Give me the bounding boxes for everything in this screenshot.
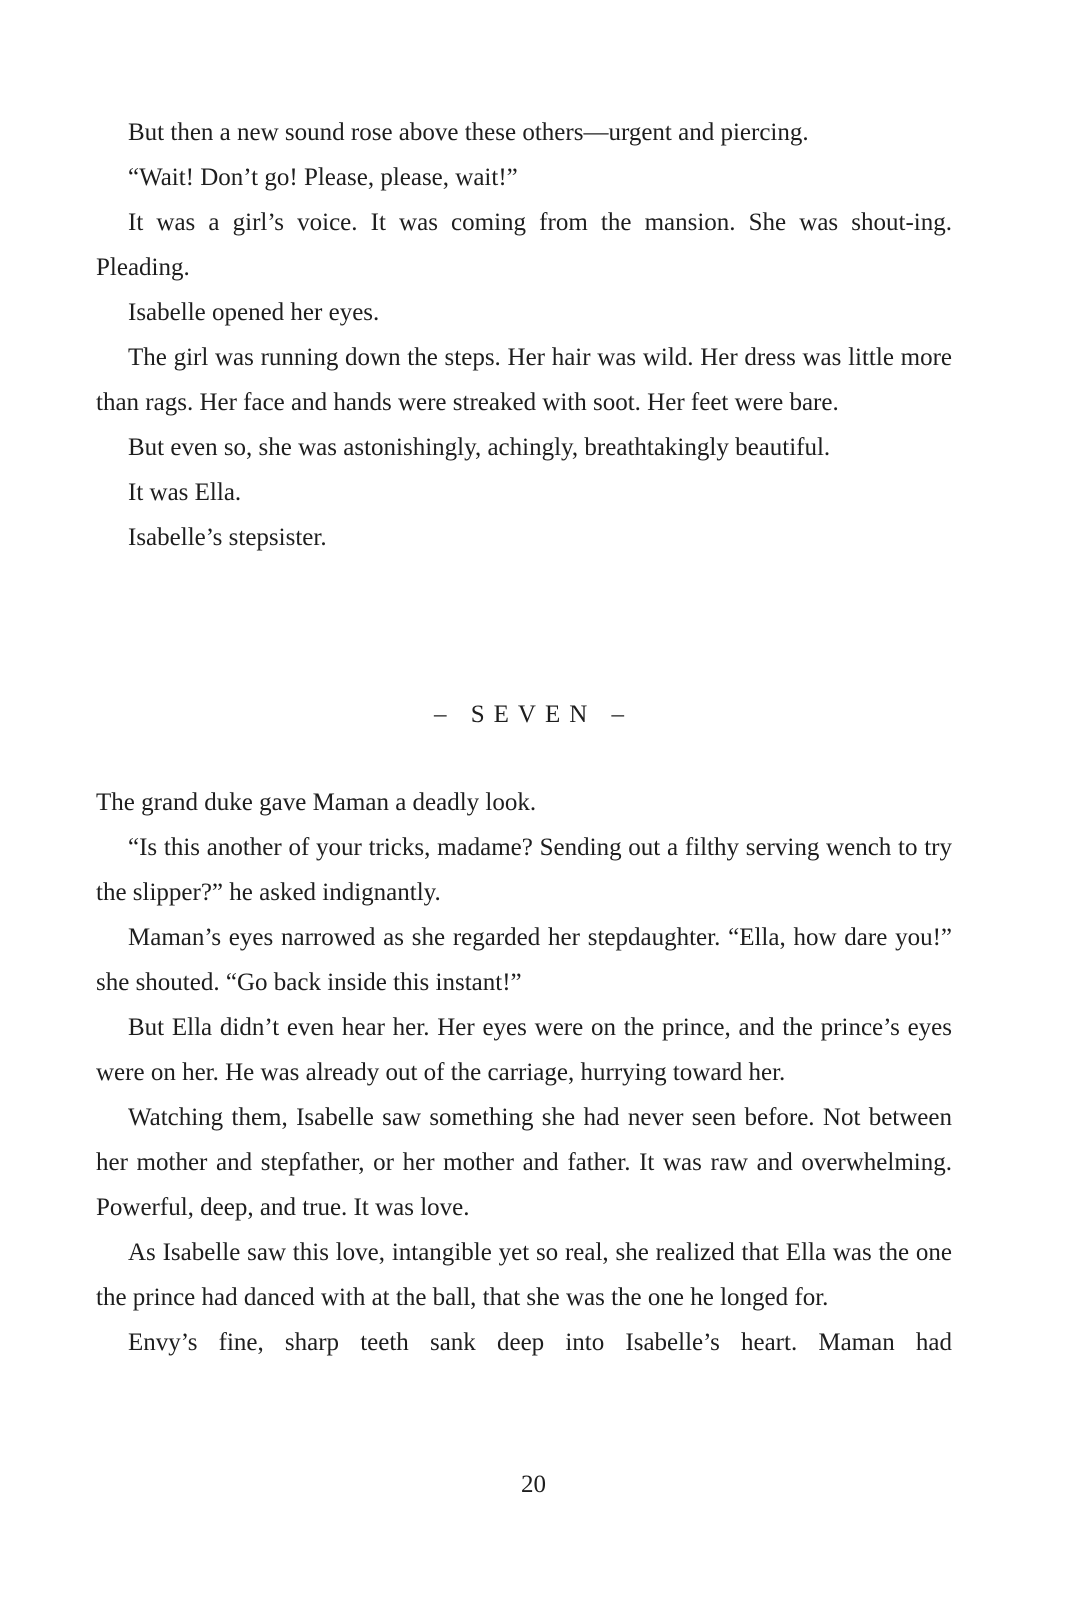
- paragraph: Maman’s eyes narrowed as she regarded her stepdaughter. “Ella, how dare you!” she shouted. “Go back inside this instant!”: [96, 924, 952, 996]
- paragraph: As Isabelle saw this love, intangible yet so real, she realized that Ella was the one the prince had danced with at the ball, that she was the one he longed for.: [96, 1239, 952, 1311]
- page-number: 20: [521, 1471, 546, 1498]
- body-text-top: [96, 110, 952, 560]
- paragraph: The grand duke gave Maman a deadly look.: [96, 789, 537, 816]
- paragraph: “Wait! Don’t go! Please, please, wait!”: [128, 164, 518, 191]
- paragraph: It was Ella.: [128, 479, 242, 506]
- paragraph: It was a girl’s voice. It was coming from the mansion. She was shout-ing. Pleading.: [96, 209, 952, 281]
- paragraph: Isabelle’s stepsister.: [128, 524, 327, 551]
- paragraph: But then a new sound rose above these others—urgent and piercing.: [128, 119, 809, 146]
- paragraph: “Is this another of your tricks, madame? Sending out a filthy serving wench to try the slipper?” he asked indignantly.: [96, 834, 952, 906]
- paragraph: The girl was running down the steps. Her hair was wild. Her dress was little more than rags. Her face and hands were streaked with soot. Her feet were bare.: [96, 344, 952, 416]
- paragraph: Isabelle opened her eyes.: [128, 299, 380, 326]
- body-text-bottom: [96, 780, 952, 1365]
- paragraph: Envy’s fine, sharp teeth sank deep into Isabelle’s heart. Maman had: [128, 1329, 952, 1356]
- paragraph: But even so, she was astonishingly, achingly, breathtakingly beautiful.: [128, 434, 831, 461]
- paragraph: But Ella didn’t even hear her. Her eyes were on the prince, and the prince’s eyes were on her. He was already out of the carriage, hurrying toward her.: [96, 1014, 952, 1086]
- chapter-heading: – SEVEN –: [433, 701, 634, 728]
- paragraph: Watching them, Isabelle saw something she had never seen before. Not between her mother and stepfather, or her mother and father. It was raw and overwhelming. Powerful, deep, and true. It was love.: [96, 1104, 952, 1221]
